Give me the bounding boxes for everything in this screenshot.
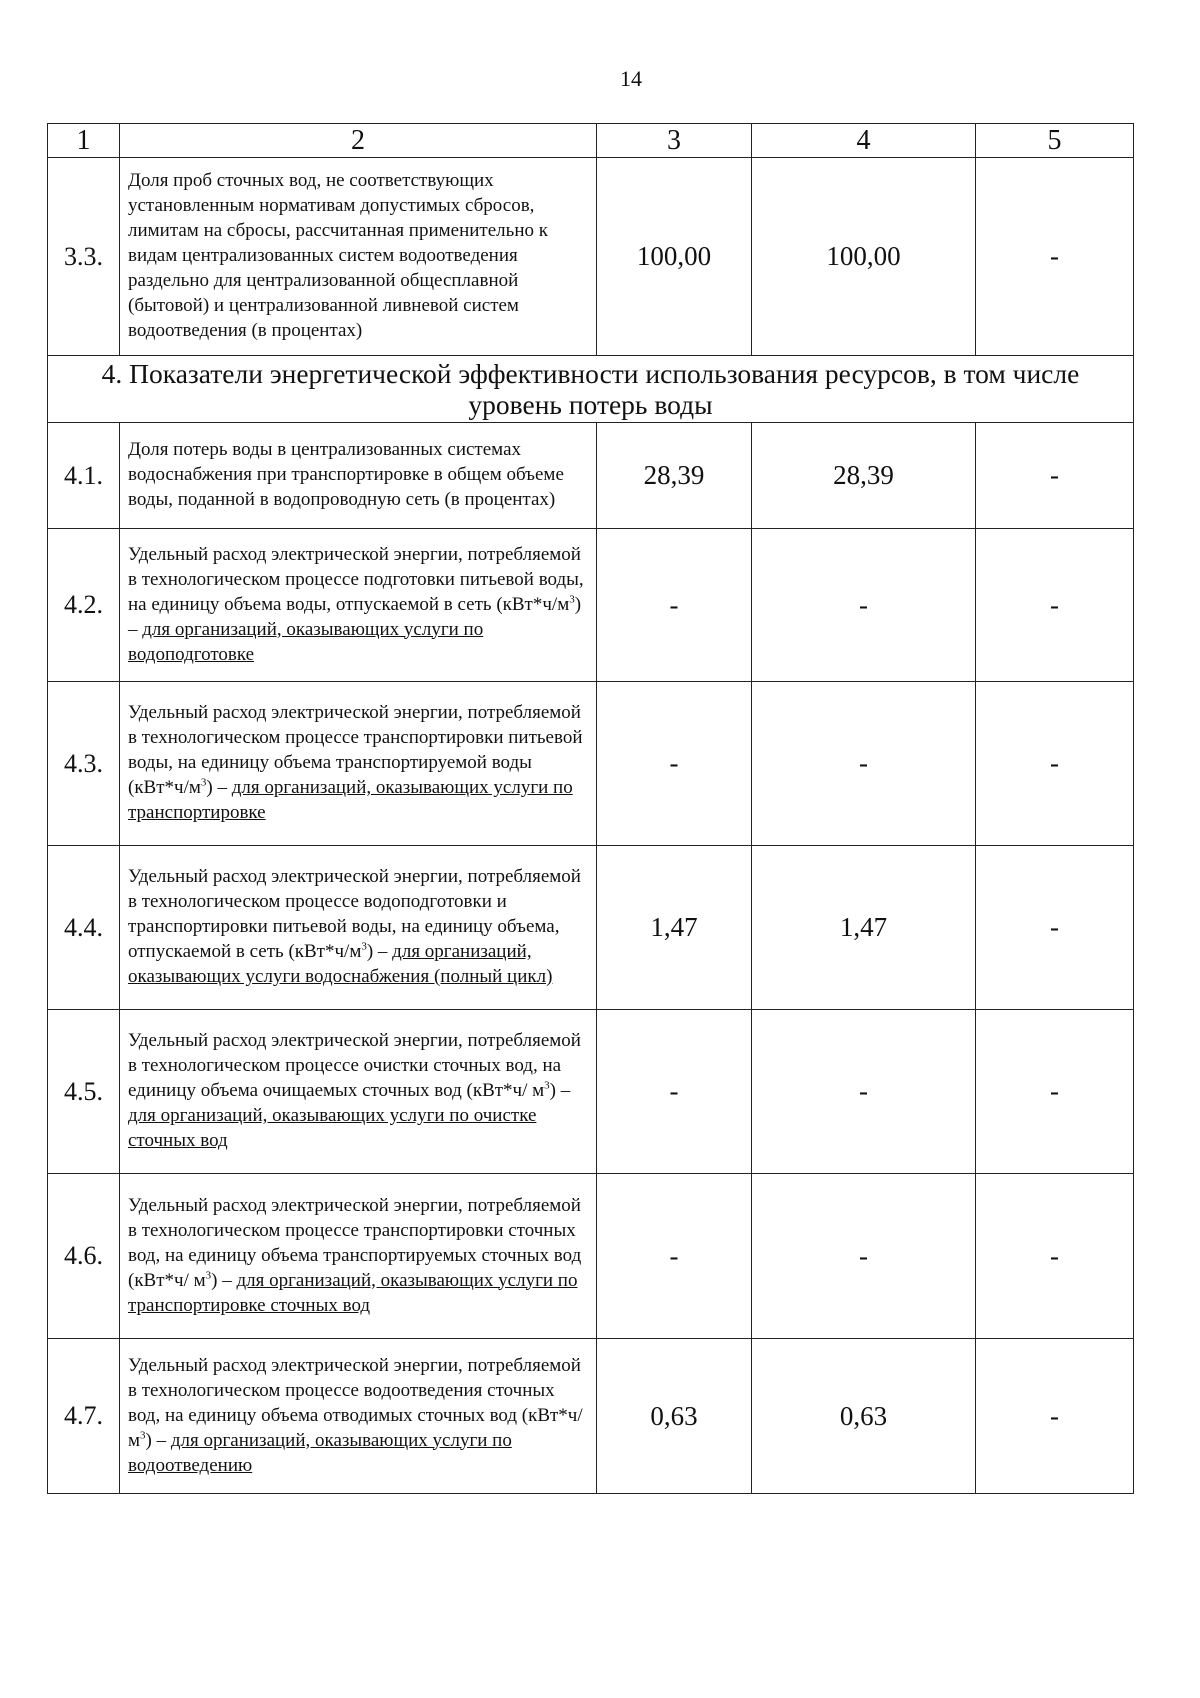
value-col5: -: [976, 529, 1134, 682]
row-description: [120, 423, 597, 529]
unit-superscript: 3: [361, 940, 367, 953]
unit-superscript: 3: [544, 1079, 550, 1092]
row-description: [120, 682, 597, 846]
row-number: 4.5.: [48, 1010, 120, 1174]
column-header: 1: [48, 124, 120, 158]
unit-superscript: 3: [205, 1269, 212, 1282]
table-row: [48, 846, 1134, 1010]
table-row: [48, 529, 1134, 682]
row-text: Удельный расход электрической энергии, потребляемой в технологическом процессе водоотведения сточных вод, на единицу объема отводимых сточных вод (кВт*ч/ $м^3$) –: [128, 1354, 583, 1451]
column-header: 2: [120, 124, 597, 158]
value-col3: -: [597, 682, 752, 846]
table-row: [48, 158, 1134, 356]
row-text: Удельный расход электрической энергии, потребляемой в технологическом процессе водоподготовки и транспортировки питьевой воды, на единицу объема, отпускаемой в сеть $(кВт*ч/м^3)$ –: [128, 866, 581, 962]
value-col4: -: [752, 1174, 976, 1339]
row-text: Удельный расход электрической энергии, потребляемой в технологическом процессе транспортировки питьевой воды, на единицу объема транспортируемой воды $(кВт*ч/м^3)$ –: [128, 702, 583, 798]
table-row: [48, 423, 1134, 529]
row-description: [120, 1339, 597, 1494]
table-row: [48, 1339, 1134, 1494]
value-col5: -: [976, 158, 1134, 356]
indicators-table: [47, 123, 1134, 1494]
value-col4: -: [752, 682, 976, 846]
row-number: 4.1.: [48, 423, 120, 529]
row-number: 4.7.: [48, 1339, 120, 1494]
row-note: для организаций, оказывающих услуги по водоподготовке: [128, 618, 484, 665]
row-note: для организаций, оказывающих услуги водоснабжения (полный цикл): [128, 941, 553, 987]
row-text: Удельный расход электрической энергии, потребляемой в технологическом процессе очистки сточных вод, на единицу объема очищаемых сточных вод (кВт*ч/ $м^3$) –: [128, 1030, 581, 1101]
row-note: для организаций, оказывающих услуги по транспортировке: [128, 777, 573, 823]
column-header-row: [48, 124, 1134, 158]
column-header: 5: [976, 124, 1134, 158]
value-col3: 1,47: [597, 846, 752, 1010]
table-row: [48, 1010, 1134, 1174]
unit-superscript: 3: [569, 593, 575, 606]
unit-superscript: 3: [140, 1429, 146, 1442]
row-number: 4.4.: [48, 846, 120, 1010]
value-col4: 28,39: [752, 423, 976, 529]
table-row: [48, 1174, 1134, 1339]
row-text: Доля потерь воды в централизованных системах водоснабжения при транспортировке в общем объеме воды, поданной в водопроводную сеть (в процентах): [128, 439, 564, 510]
row-note: для организаций, оказывающих услуги по водоотведению: [128, 1429, 512, 1476]
value-col3: -: [597, 1174, 752, 1339]
row-number: 4.3.: [48, 682, 120, 846]
value-col4: 100,00: [752, 158, 976, 356]
value-col4: 0,63: [752, 1339, 976, 1494]
value-col3: -: [597, 1010, 752, 1174]
row-note: для организаций, оказывающих услуги по транспортировке сточных вод: [128, 1269, 578, 1316]
row-text: Доля проб сточных вод, не соответствующих установленным нормативам допустимых сбросов, лимитам на сбросы, рассчитанная применительно к видам централизованных систем водоотведения раздельно для централизованной общесплавной (бытовой) и централизованной ливневой систем водоотведения (в процентах): [128, 170, 548, 341]
value-col5: -: [976, 846, 1134, 1010]
row-description: [120, 1010, 597, 1174]
row-text: Удельный расход электрической энергии, потребляемой в технологическом процессе подготовки питьевой воды, на единицу объема воды, отпускаемой в сеть $(кВт*ч/м^3)$ –: [128, 543, 584, 640]
row-number: 4.6.: [48, 1174, 120, 1339]
value-col5: -: [976, 1174, 1134, 1339]
row-description: [120, 846, 597, 1010]
column-header: 3: [597, 124, 752, 158]
unit-superscript: 3: [200, 776, 207, 789]
value-col5: -: [976, 682, 1134, 846]
value-col3: -: [597, 529, 752, 682]
row-text: Удельный расход электрической энергии, потребляемой в технологическом процессе транспортировки сточных вод, на единицу объема транспортируемых сточных вод (кВт*ч/ $м^3$) –: [128, 1194, 582, 1291]
row-number: 3.3.: [48, 158, 120, 356]
value-col3: 0,63: [597, 1339, 752, 1494]
column-header: 4: [752, 124, 976, 158]
page-number: 14: [620, 66, 642, 91]
value-col3: 28,39: [597, 423, 752, 529]
value-col4: 1,47: [752, 846, 976, 1010]
row-description: [120, 1174, 597, 1339]
value-col5: -: [976, 1010, 1134, 1174]
section-title: 4. Показатели энергетической эффективности использования ресурсов, в том числе уровень потерь воды: [48, 356, 1134, 423]
value-col4: -: [752, 1010, 976, 1174]
value-col4: -: [752, 529, 976, 682]
value-col3: 100,00: [597, 158, 752, 356]
row-description: [120, 158, 597, 356]
row-number: 4.2.: [48, 529, 120, 682]
table-row: [48, 682, 1134, 846]
value-col5: -: [976, 1339, 1134, 1494]
section-header-row: [48, 356, 1134, 423]
row-note: для организаций, оказывающих услуги по очистке сточных вод: [128, 1105, 537, 1151]
value-col5: -: [976, 423, 1134, 529]
row-description: [120, 529, 597, 682]
